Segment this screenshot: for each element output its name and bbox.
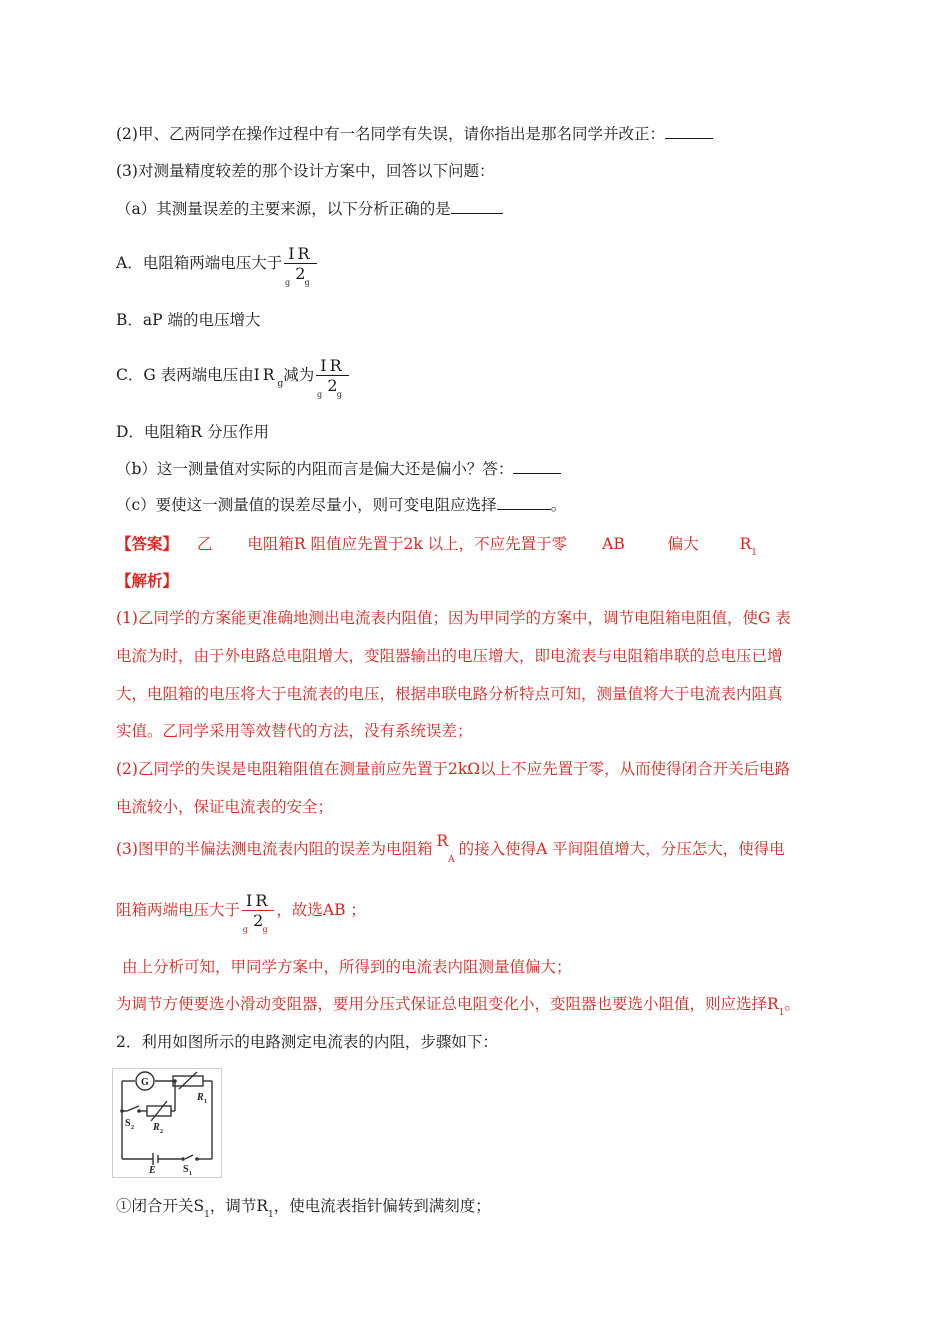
s2-label: S xyxy=(125,1118,131,1129)
option-d xyxy=(116,421,269,443)
analysis-p1-l1: (1)乙同学的方案能更准确地测出电流表内阻值；因为甲同学的方案中，调节电阻箱电阻值，使G 表 xyxy=(116,609,791,627)
svg-text:1: 1 xyxy=(204,1099,207,1105)
question-2-line xyxy=(116,123,713,145)
analysis-p2-l2: 电流较小，保证电流表的安全； xyxy=(116,798,334,816)
question-3-line xyxy=(116,160,494,182)
sub-question-c: （c）要使这一测量值的误差尽量小，则可变电阻应选择 。 xyxy=(116,496,567,514)
answer-line xyxy=(116,533,757,558)
option-c: C．G 表两端电压由$IR_g$减为 IR g g 2 xyxy=(116,355,348,399)
sub-question-b-text: （b）这一测量值对实际的内阻而言是偏大还是偏小？答： xyxy=(116,460,514,478)
sub-question-a xyxy=(116,198,503,220)
svg-text:1: 1 xyxy=(189,1171,192,1177)
answer-1: 乙 xyxy=(196,535,213,553)
fraction-igrg-over-2: IR g g 2 xyxy=(317,355,348,399)
analysis-tag: 【解析】 xyxy=(116,571,179,590)
fraction-igrg-over-2: IR g g 2 xyxy=(284,243,316,287)
question-3-text: (3)对测量精度较差的那个设计方案中，回答以下问题： xyxy=(116,162,495,180)
answer-3: AB xyxy=(602,535,625,553)
analysis-p5: 为调节方便要选小滑动变阻器，要用分压式保证总电阻变化小，变阻器也要选小阻值，则应选择$R_1$。 xyxy=(116,995,800,1018)
option-a-text: A．电阻箱两端电压大于 xyxy=(116,254,283,272)
answer-4: 偏大 xyxy=(667,535,699,553)
option-c-text: C．G 表两端电压由 xyxy=(116,366,254,384)
analysis-p3-l2: 阻箱两端电压大于 IR g g 2 ，故选AB ； xyxy=(116,890,366,934)
sub-question-a-text: （a）其测量误差的主要来源，以下分析正确的是 xyxy=(116,200,451,218)
analysis-p2-l1: (2)乙同学的失误是电阻箱阻值在测量前应先置于2kΩ以上不应先置于零，从而使得闭合开关后电路 xyxy=(116,760,791,778)
r1-label: R xyxy=(197,1092,204,1103)
galvanometer-label: G xyxy=(141,1077,149,1088)
option-a xyxy=(116,240,319,286)
answer-2: 电阻箱R 阻值应先置于2k 以上，不应先置于零 xyxy=(247,535,568,553)
option-d-text: D．电阻箱R 分压作用 xyxy=(116,423,270,441)
question-2-text: (2)甲、乙两同学在操作过程中有一名同学有失误，请你指出是那名同学并改正： xyxy=(116,125,665,143)
e-label: E xyxy=(149,1165,156,1176)
fraction-igrg-over-2: IR g g 2 xyxy=(242,890,274,934)
analysis-tag-line xyxy=(116,570,178,592)
answer-blank xyxy=(497,495,551,510)
r2-label: R xyxy=(153,1122,160,1133)
option-b xyxy=(116,309,261,331)
answer-tag: 【答案】 xyxy=(116,534,179,553)
question-next-title: 2．利用如图所示的电路测定电流表的内阻，步骤如下： xyxy=(116,1033,498,1051)
sub-question-b xyxy=(116,458,561,480)
circuit-diagram xyxy=(112,1068,222,1178)
analysis-p4: 由上分析可知，甲同学方案中，所得到的电流表内阻测量值偏大； xyxy=(122,958,572,976)
svg-text:2: 2 xyxy=(160,1129,163,1135)
option-b-text: B．aP 端的电压增大 xyxy=(116,311,261,329)
analysis-p3-l1: (3)图甲的半偏法测电流表内阻的误差为电阻箱 $R_A$的接入使得A 平间阻值增大，分压怎大，使得电 xyxy=(116,832,785,865)
answer-5: $R_1$ xyxy=(739,535,758,558)
analysis-p1-l2: 电流为时，由于外电路总电阻增大，变阻器输出的电压增大，即电流表与电阻箱串联的总电压已增 xyxy=(116,647,783,665)
svg-text:2: 2 xyxy=(131,1125,134,1131)
step-1: ①闭合开关$S_1$，调节$R_1$，使电流表指针偏转到满刻度； xyxy=(116,1197,491,1220)
answer-blank xyxy=(451,199,503,214)
answer-blank xyxy=(665,124,713,139)
circuit-svg xyxy=(113,1069,221,1177)
analysis-p1-l4: 实值。乙同学采用等效替代的方法，没有系统误差； xyxy=(116,722,473,740)
s1-label: S xyxy=(183,1164,189,1175)
sub-question-c-text: （c）要使这一测量值的误差尽量小，则可变电阻应选择 xyxy=(116,496,497,514)
answer-blank xyxy=(513,459,561,474)
analysis-p1-l3: 大，电阻箱的电压将大于电流表的电压，根据串联电路分析特点可知，测量值将大于电流表内阻真 xyxy=(116,685,783,703)
